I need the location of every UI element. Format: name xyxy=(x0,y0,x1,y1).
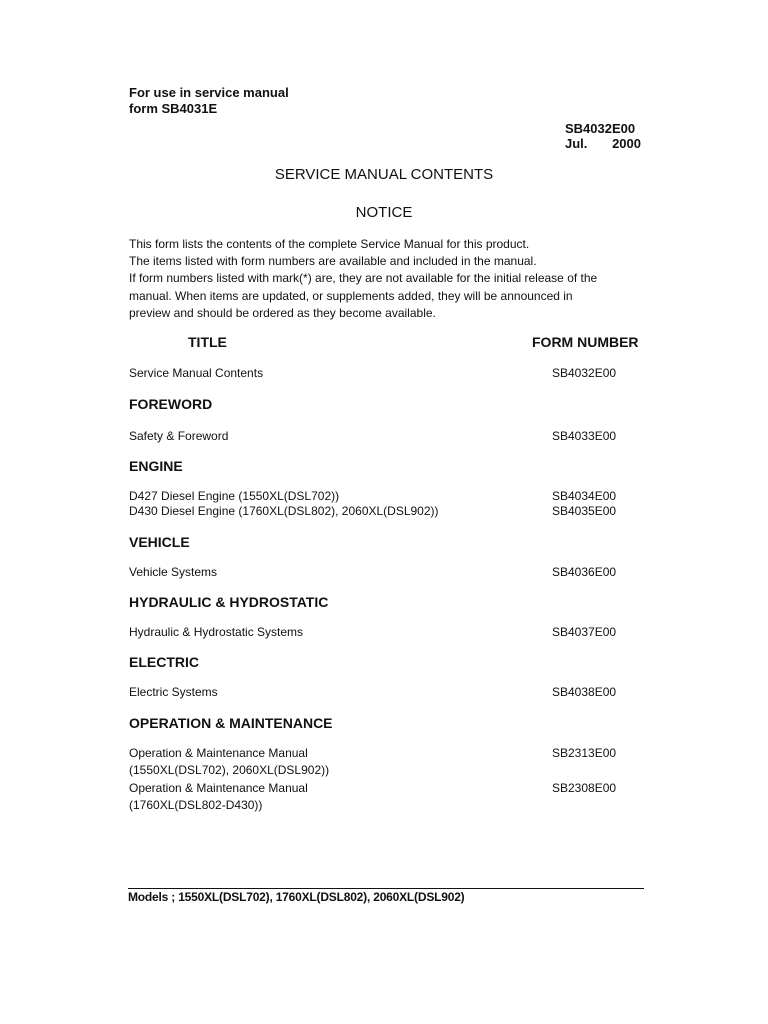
page-title: SERVICE MANUAL CONTENTS xyxy=(274,166,494,183)
notice-line: This form lists the contents of the complete Service Manual for this product. xyxy=(129,237,530,251)
entry-form-om-2: SB2308E00 xyxy=(552,781,617,795)
section-heading-foreword: FOREWORD xyxy=(129,396,213,412)
document-number: SB4032E00 xyxy=(565,121,636,136)
notice-line: manual. When items are updated, or supplements added, they will be announced in xyxy=(129,288,573,303)
entry-form-om-1: SB2313E00 xyxy=(552,746,617,760)
entry-form-engine-d430: SB4035E00 xyxy=(552,504,617,518)
date-year: 2000 xyxy=(612,136,641,151)
notice-line: If form numbers listed with mark(*) are, they are not available for the initial release of the xyxy=(129,271,598,286)
entry-form-electric: SB4038E00 xyxy=(552,685,617,699)
section-heading-engine: ENGINE xyxy=(129,458,183,474)
entry-form-engine-d427: SB4034E00 xyxy=(552,489,617,503)
entry-title-engine-d427: D427 Diesel Engine (1550XL(DSL702)) xyxy=(129,489,340,503)
use-note-line1: For use in service manual xyxy=(129,85,289,100)
entry-title-contents: Service Manual Contents xyxy=(129,366,264,380)
entry-title-engine-d430: D430 Diesel Engine (1760XL(DSL802), 2060XL(DSL902)) xyxy=(129,504,439,518)
entry-title-om-1-line2: (1550XL(DSL702), 2060XL(DSL902)) xyxy=(129,763,330,777)
entry-form-hydraulic: SB4037E00 xyxy=(552,625,617,639)
section-heading-operation-maintenance: OPERATION & MAINTENANCE xyxy=(129,715,333,731)
entry-title-foreword: Safety & Foreword xyxy=(129,429,229,443)
entry-title-om-2 xyxy=(129,780,308,813)
footer-divider xyxy=(128,888,644,889)
section-heading-electric: ELECTRIC xyxy=(129,654,199,670)
entry-title-electric: Electric Systems xyxy=(129,685,218,699)
entry-form-contents: SB4032E00 xyxy=(552,366,617,380)
entry-title-om-2-line1: Operation & Maintenance Manual xyxy=(129,781,308,795)
entry-title-om-1-line1: Operation & Maintenance Manual xyxy=(129,746,308,760)
entry-title-om-1 xyxy=(129,745,329,778)
document-number-block xyxy=(565,121,641,151)
entry-title-hydraulic: Hydraulic & Hydrostatic Systems xyxy=(129,625,304,639)
entry-title-vehicle: Vehicle Systems xyxy=(129,565,218,579)
notice-line: The items listed with form numbers are available and included in the manual. xyxy=(129,254,537,269)
entry-title-om-2-line2: (1760XL(DSL802-D430)) xyxy=(129,798,263,812)
entry-form-vehicle: SB4036E00 xyxy=(552,565,617,579)
column-header-title: TITLE xyxy=(188,334,227,350)
column-header-form-number: FORM NUMBER xyxy=(532,334,639,350)
section-heading-vehicle: VEHICLE xyxy=(129,534,190,550)
entry-form-foreword: SB4033E00 xyxy=(552,429,617,443)
footer-models: Models ; 1550XL(DSL702), 1760XL(DSL802), 2060XL(DSL902) xyxy=(128,890,465,904)
notice-line: preview and should be ordered as they become available. xyxy=(129,305,436,320)
use-note-line2: form SB4031E xyxy=(129,101,218,116)
date-month: Jul. xyxy=(565,136,588,151)
use-note xyxy=(129,85,289,117)
notice-heading: NOTICE xyxy=(355,204,413,221)
section-heading-hydraulic: HYDRAULIC & HYDROSTATIC xyxy=(129,594,329,610)
document-date xyxy=(565,136,641,151)
notice-text xyxy=(129,236,649,322)
